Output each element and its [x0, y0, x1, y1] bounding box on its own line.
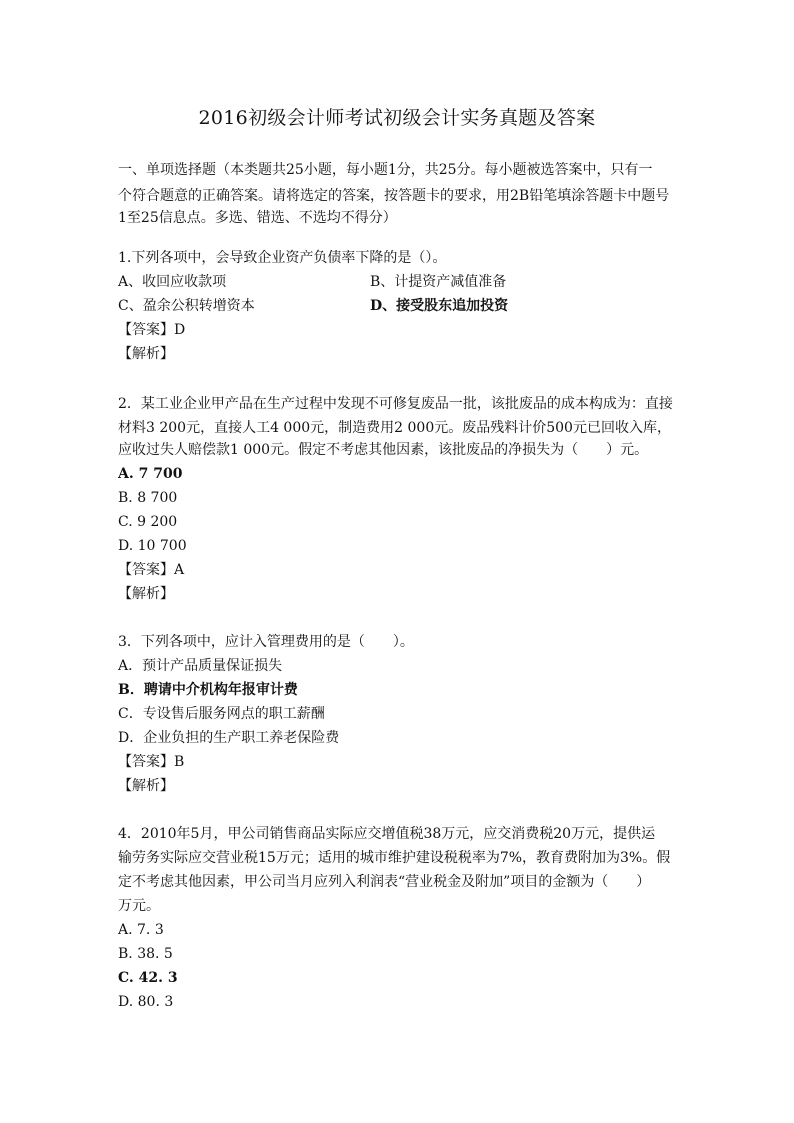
q1-option-d: D、接受股东追加投资 — [370, 298, 509, 314]
q1-option-c: C、盈余公积转增资本 — [118, 298, 255, 314]
q4-stem-line-4: 万元。 — [118, 898, 160, 914]
q2-analysis: 【解析】 — [118, 586, 174, 602]
q2-option-b: B. 8 700 — [118, 490, 178, 506]
q2-option-c: C. 9 200 — [118, 514, 178, 530]
q3-option-d: D．企业负担的生产职工养老保险费 — [118, 730, 340, 746]
section-instruction-line-3: 1至25信息点。多选、错选、不选均不得分） — [118, 210, 397, 226]
q3-stem: 3．下列各项中，应计入管理费用的是（ ）。 — [118, 634, 414, 650]
q3-option-c: C．专设售后服务网点的职工薪酬 — [118, 706, 325, 722]
q4-stem-line-3: 定不考虑其他因素，甲公司当月应列入利润表“营业税金及附加”项目的金额为（ ） — [118, 874, 651, 890]
q4-stem-line-1: 4．2010年5月，甲公司销售商品实际应交增值税38万元，应交消费税20万元，提供运 — [118, 826, 656, 842]
q2-stem-line-3: 应收过失人赔偿款1 000元。假定不考虑其他因素，该批废品的净损失为（ ）元。 — [118, 442, 649, 458]
q3-analysis: 【解析】 — [118, 778, 174, 794]
q2-option-a: A. 7 700 — [118, 466, 183, 482]
q2-option-d: D. 10 700 — [118, 538, 187, 554]
q4-stem-line-2: 输劳务实际应交营业税15万元；适用的城市维护建设税税率为7%，教育费附加为3%。假 — [118, 850, 671, 866]
q3-option-a: A．预计产品质量保证损失 — [118, 658, 283, 674]
q1-options-row-2 — [118, 296, 688, 316]
q1-option-a: A、收回应收款项 — [118, 274, 227, 290]
q4-option-a: A. 7. 3 — [118, 922, 164, 938]
q2-stem-line-1: 2．某工业企业甲产品在生产过程中发现不可修复废品一批，该批废品的成本构成为：直接 — [118, 396, 673, 412]
q4-option-c: C. 42. 3 — [118, 970, 178, 986]
q4-option-d: D. 80. 3 — [118, 994, 174, 1010]
q2-stem-line-2: 材料3 200元，直接人工4 000元，制造费用2 000元。废品残料计价500元已回收入库， — [118, 420, 671, 436]
q3-option-b: B．聘请中介机构年报审计费 — [118, 682, 298, 698]
q1-stem: 1.下列各项中，会导致企业资产负债率下降的是（）。 — [118, 250, 447, 266]
document-title: 2016初级会计师考试初级会计实务真题及答案 — [198, 107, 596, 129]
section-instruction-line-2: 个符合题意的正确答案。请将选定的答案，按答题卡的要求，用2B铅笔填涂答题卡中题号 — [118, 188, 670, 204]
q1-option-b: B、计提资产减值准备 — [370, 274, 507, 290]
q1-answer: 【答案】D — [118, 322, 186, 338]
q3-answer: 【答案】B — [118, 754, 185, 770]
q1-options-row-1 — [118, 272, 688, 292]
section-instruction-line-1: 一、单项选择题（本类题共25小题，每小题1分，共25分。每小题被选答案中，只有一 — [118, 162, 653, 178]
q4-option-b: B. 38. 5 — [118, 946, 173, 962]
q2-answer: 【答案】A — [118, 562, 185, 578]
q1-analysis: 【解析】 — [118, 346, 174, 362]
